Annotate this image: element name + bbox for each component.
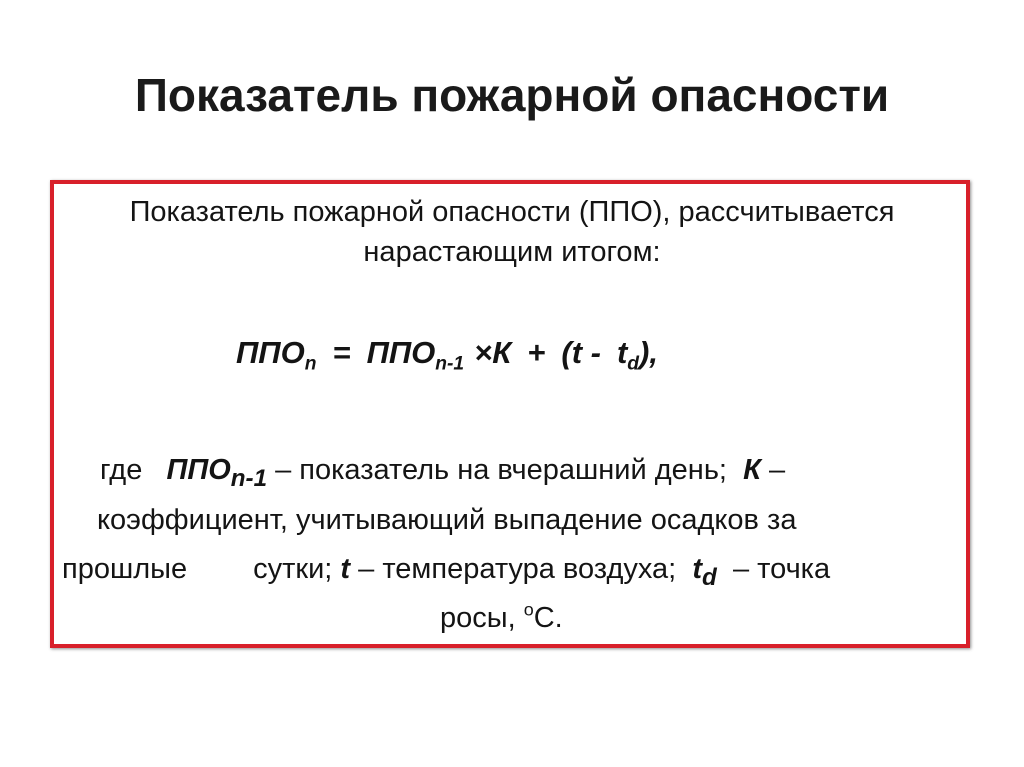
slide-title: Показатель пожарной опасности	[134, 69, 890, 121]
term-t: t	[340, 553, 351, 585]
definition-line-1	[100, 452, 785, 497]
term-ppo-prev: ППО	[166, 454, 231, 486]
word-rosy: росы,	[440, 602, 516, 634]
term-td: t	[692, 553, 703, 585]
term-k-dash: –	[769, 454, 786, 486]
term-td-desc: – точка	[732, 553, 831, 585]
term-t-desc: – температура воздуха;	[358, 553, 677, 585]
formula-rhs-term: ППО	[366, 335, 436, 370]
formula	[236, 332, 658, 374]
term-ppo-prev-desc: – показатель на вчерашний день;	[275, 454, 727, 486]
formula-lhs: ППО	[236, 335, 305, 370]
term-td-subscript: d	[702, 563, 717, 591]
word-proshlye: прошлые	[62, 553, 188, 585]
intro-line-2: нарастающим итогом:	[363, 236, 661, 268]
definition-line-3	[62, 551, 830, 596]
term-ppo-prev-subscript: n-1	[230, 464, 268, 492]
formula-lhs-subscript: n	[304, 353, 317, 375]
formula-equals: =	[332, 335, 351, 370]
degree-sign: о	[523, 599, 534, 620]
formula-paren-close: ),	[639, 335, 658, 370]
formula-paren-open: (t -	[561, 335, 601, 370]
formula-plus: +	[527, 335, 546, 370]
formula-rhs-subscript: n-1	[435, 353, 465, 375]
intro-line-1: Показатель пожарной опасности (ППО), рассчитывается	[129, 196, 895, 228]
formula-t-subscript: d	[627, 353, 640, 375]
unit-celsius: С.	[533, 602, 563, 634]
where-word: где	[100, 454, 143, 486]
formula-t: t	[616, 335, 628, 370]
definition-line-2: коэффициент, учитывающий выпадение осадков за	[97, 504, 797, 536]
formula-times-k: ×К	[474, 335, 512, 370]
word-sutki: сутки;	[253, 553, 333, 585]
term-k: К	[743, 454, 761, 486]
definition-line-4	[440, 600, 563, 636]
